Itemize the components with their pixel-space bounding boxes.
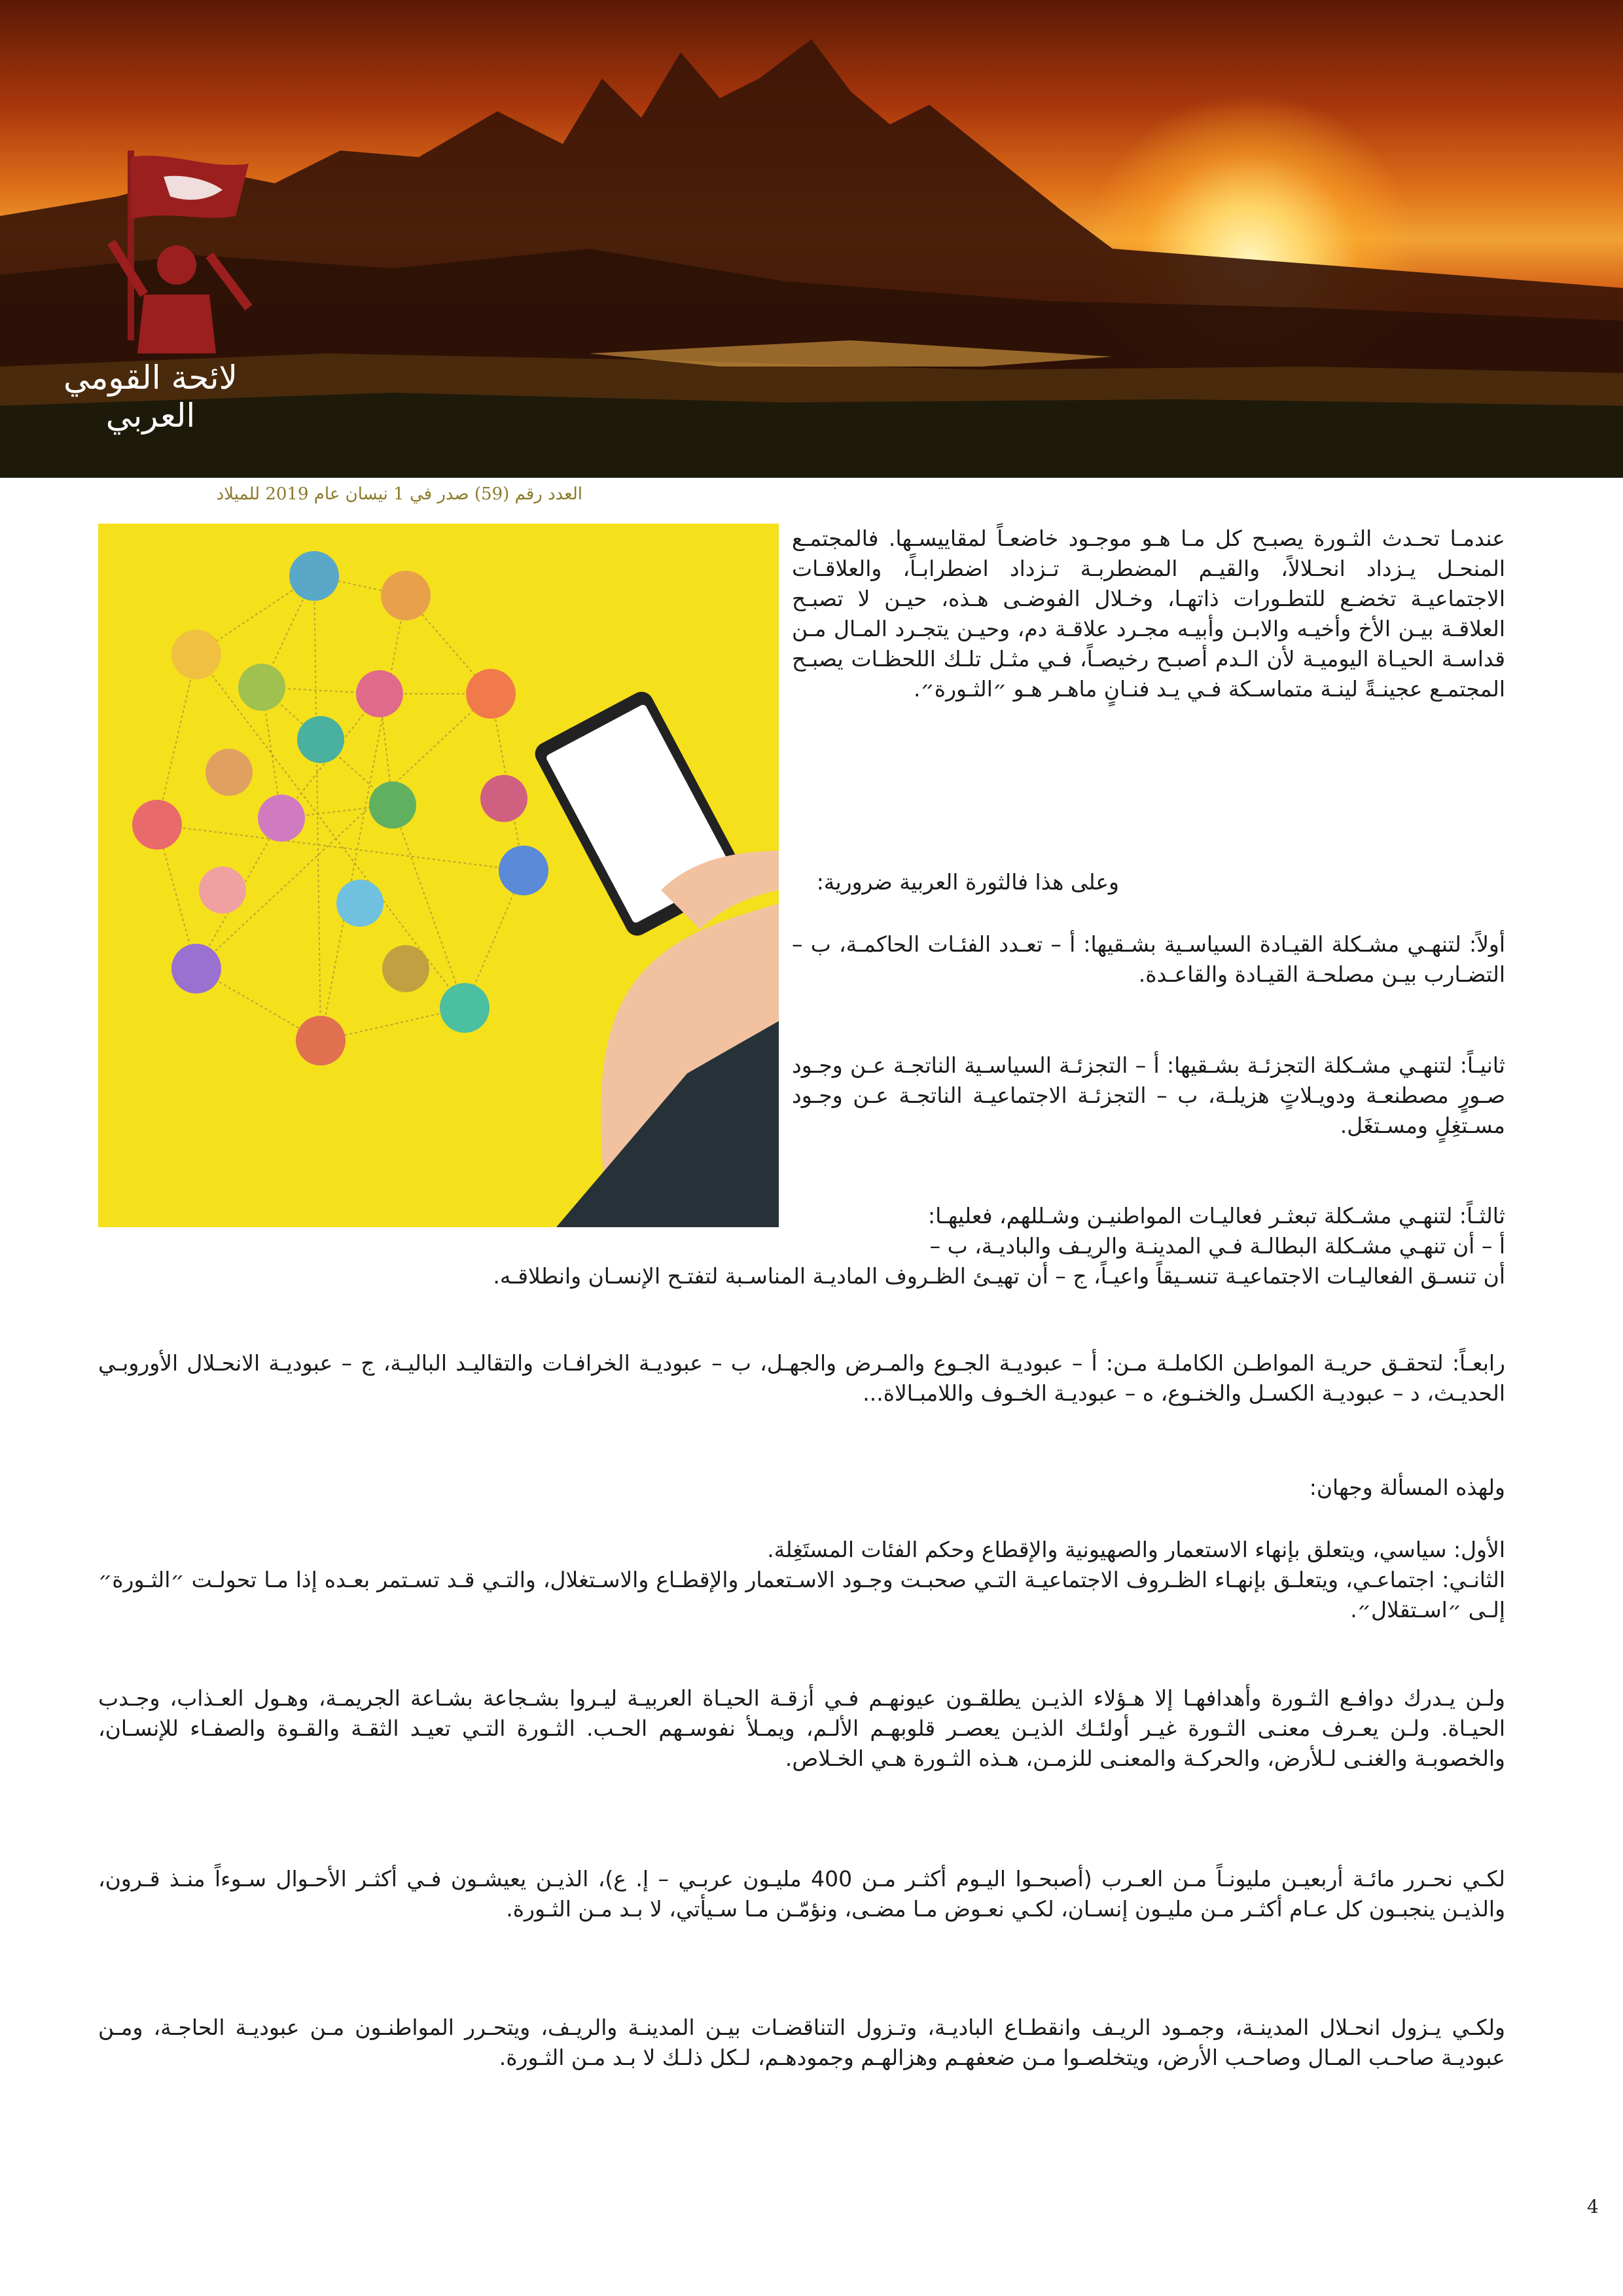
point-third-b: أن تنسـق الفعاليـات الاجتماعيـة تنسـيقاً واعيـاً، ج – أن تهيـئ الظـروف الماديـة المناسـبة لتفتـح الإنسـان وانطلاقـه. — [493, 1263, 1505, 1289]
aspect-first: الأول: سياسي، ويتعلق بإنهاء الاستعمار والصهيونية والإقطاع وحكم الفئات المستَغِلة. — [767, 1537, 1505, 1562]
aspects-intro: ولهذه المسألة وجهان: — [1309, 1475, 1505, 1500]
point-fourth: رابعـاً: لتحقـق حريـة المواطـن الكاملـة مـن: أ – عبوديـة الجـوع والمـرض والجهـل، ب – عبوديـة الخرافـات والتقاليـد الباليـة، ج – عبوديـة الانحـلال الأوروبـي الحديـث، د – عبوديـة الكسـل والخنـوع، ه – عبوديـة الخـوف واللامبـالاة... — [98, 1350, 1505, 1406]
header-banner — [0, 0, 1623, 478]
point-third-a: أ – أن تنهـي مشـكلة البطالـة فـي المدينـة والريـف والباديـة، ب – — [929, 1233, 1505, 1259]
logo-text: لائحة القومي العربي — [63, 359, 238, 435]
paragraph-opening: عندمـا تحـدث الثـورة يصبـح كل مـا هـو موجـود خاضعـاً لمقاييسـها. فالمجتمـع المنحـل يـزداد انحـلالاً، والقيـم المضطربـة تـزداد اضطرابـاً، والعلاقـات الاجتماعيـة تخضـع للتطـورات ذاتهـا، وخـلال الفوضـى هـذه، حيـن لا تصبـح العلاقـة بيـن الأخ وأخيـه والابـن وأبيـه مجـرد علاقـة دم، وحيـن يتجـرد المـال مـن قداسـة الحيـاة اليوميـة لأن الـدم أصبـح رخيصـاً، فـي مثـل تلـك اللحظـات يصبـح المجتمـع عجينـةً لينـة متماسـكة فـي يـد فنـانٍ ماهـر هـو ״الثـورة״. — [792, 526, 1505, 702]
point-first: أولاً: لتنهـي مشـكلة القيـادة السياسـية بشـقيها: أ – تعـدد الفئـات الحاكمـة، ب – التضـارب بيـن مصلحـة القيـادة والقاعـدة. — [792, 931, 1505, 987]
point-third-heading: ثالثـاً: لتنهـي مشـكلة تبعثـر فعاليـات المواطنيـن وشـللهم، فعليهـا: — [928, 1203, 1505, 1229]
paragraph-city: ولكـي يـزول انحـلال المدينـة، وجمـود الريـف وانقطـاع الباديـة، وتـزول التناقضـات بيـن المدينـة والريـف، ويتحـرر المواطنـون مـن عبوديـة الحاجـة، ومـن عبوديـة صاحـب المـال وصاحـب الأرض، ويتخلصـوا مـن ضعفهـم وهزالهـم وجمودهـم، لـكل ذلـك لا بـد مـن الثـورة. — [98, 2015, 1505, 2070]
paragraph-revolution: ولـن يـدرك دوافـع الثـورة وأهدافهـا إلا هـؤلاء الذيـن يطلقـون عيونهـم فـي أزقـة الحيـاة العربيـة ليـروا بشـجاعة بشـاعة الجريمـة، وهـول العـذاب، وجـدب الحيـاة. ولـن يعـرف معنـى الثـورة غيـر أولئـك الذيـن يعصـر قلوبهـم الألـم، ويمـلأ نفوسـهم الحـب. الثـورة التـي تعيـد الثقـة والقـوة والصفـاء للإنسـان، والخصوبـة والغنـى لـلأرض، والحركـة والمعنـى للزمـن، هـذه الثـورة هـي الخـلاص. — [98, 1685, 1505, 1771]
person-avatars — [132, 551, 548, 1066]
point-second: ثانيـاً: لتنهـي مشـكلة التجزئـة بشـقيها: أ – التجزئـة السياسـية الناتجـة عـن وجـود صـورٍ مصطنعـة ودويـلاتٍ هزيلـة، ب – التجزئـة الاجتماعيـة الناتجـة عـن وجـود مسـتغِلٍ ومسـتغَل. — [792, 1052, 1505, 1138]
paragraph-liberation: لكـي نحـرر مائـة أربعيـن مليونـاً مـن العـرب (أصبحـوا اليـوم أكثـر مـن 400 مليـون عربـي – إ. ع)، الذيـن يعيشـون فـي أكثـر الأحـوال سـوءاً منـذ قـرون، والذيـن ينجبـون كل عـام أكثـر مـن مليـون إنسـان، لكـي نعـوض مـا مضـى، ونؤمّـن مـا سـيأتي، لا بـد مـن الثـورة. — [98, 1866, 1505, 1922]
issue-line: العدد رقم (59) صدر في 1 نيسان عام 2019 للميلاد — [216, 484, 582, 504]
aspect-second: الثانـي: اجتماعـي، ويتعلـق بإنهـاء الظـروف الاجتماعيـة التـي صحبـت وجـود الاسـتعمار والإقطـاع والاسـتغلال، والتـي قـد تسـتمر بعـده إذا مـا تحولـت ״الثـورة״ إلـى ״اسـتقلال״. — [98, 1567, 1505, 1623]
intro-line: وعلى هذا فالثورة العربية ضرورية: — [816, 869, 1119, 895]
page-number: 4 — [1587, 2196, 1599, 2217]
